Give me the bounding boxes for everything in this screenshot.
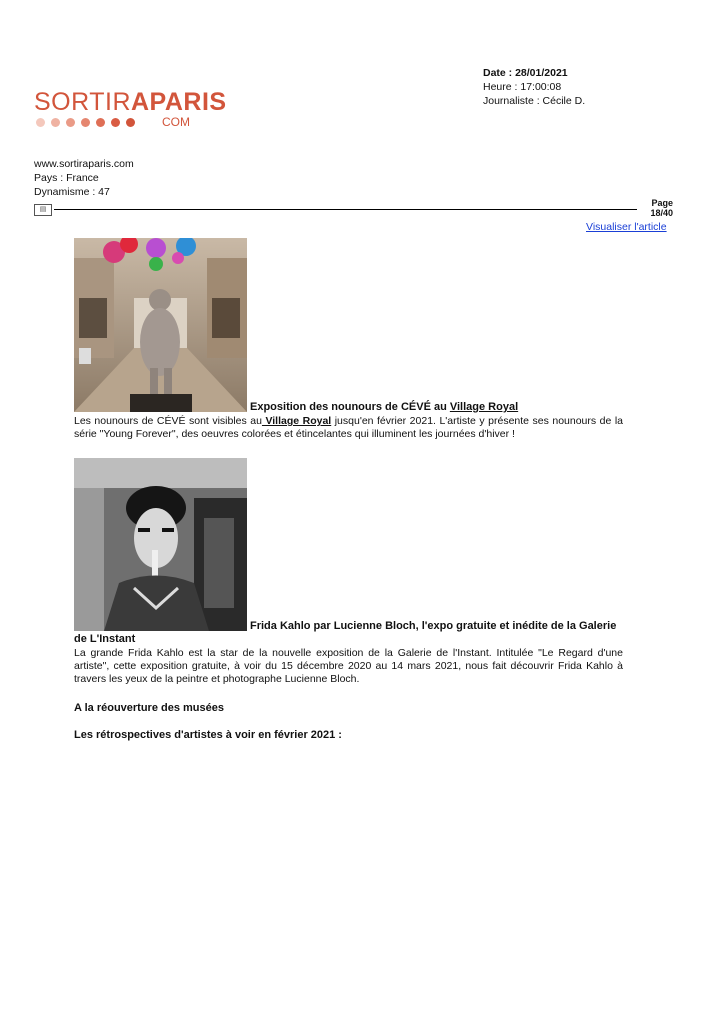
logo-sortir: SORTIR [34, 88, 131, 116]
article2-title-line1: Frida Kahlo par Lucienne Bloch, l'expo gratuite et inédite de la Galerie [250, 620, 617, 632]
visualiser-article-link[interactable]: Visualiser l'article [586, 221, 667, 233]
journaliste: Journaliste : Cécile D. [483, 95, 586, 107]
dynamisme: Dynamisme : 47 [34, 186, 110, 198]
page-indicator: Page 18/40 [650, 198, 673, 218]
document-icon: ▤ [34, 204, 52, 216]
divider [54, 209, 637, 210]
article1-title: Exposition des nounours de CÉVÉ au Village Royal [250, 401, 519, 413]
pays: Pays : France [34, 172, 99, 184]
section-reouverture: A la réouverture des musées [74, 702, 224, 714]
date: Date : 28/01/2021 [483, 67, 568, 79]
village-royal-title-link[interactable]: Village Royal [449, 401, 519, 413]
village-royal-body-link[interactable]: Village Royal [261, 415, 332, 427]
logo-dots [36, 118, 135, 127]
logo-com: COM [162, 115, 190, 129]
section-retrospectives: Les rétrospectives d'artistes à voir en février 2021 : [74, 729, 342, 741]
article2-body: La grande Frida Kahlo est la star de la nouvelle exposition de la Galerie de l'Instant. Intitulée "Le Regard d'une artiste", cette exposition gratuite, à voir du 15 décembre 2020 au 14 mars 2021, nous fait découvrir Frida Kahlo à travers les yeux de la peintre et photographe Lucienne Bloch. [74, 647, 623, 685]
heure: Heure : 17:00:08 [483, 81, 562, 93]
source-info [34, 157, 134, 199]
sortiraparis-logo [34, 88, 227, 129]
site-url: www.sortiraparis.com [34, 158, 134, 170]
article1-image [74, 238, 247, 412]
article2-image [74, 458, 247, 631]
article2-title-line2: de L'Instant [74, 633, 136, 645]
logo-paris: APARIS [131, 88, 227, 116]
article1-body: Les nounours de CÉVÉ sont visibles au Village Royal jusqu'en février 2021. L'artiste y présente ses nounours de la série "Young Forever", des oeuvres colorées et étincelantes qui illuminent les journées d'hiver ! [74, 415, 623, 440]
article-meta [483, 66, 585, 108]
